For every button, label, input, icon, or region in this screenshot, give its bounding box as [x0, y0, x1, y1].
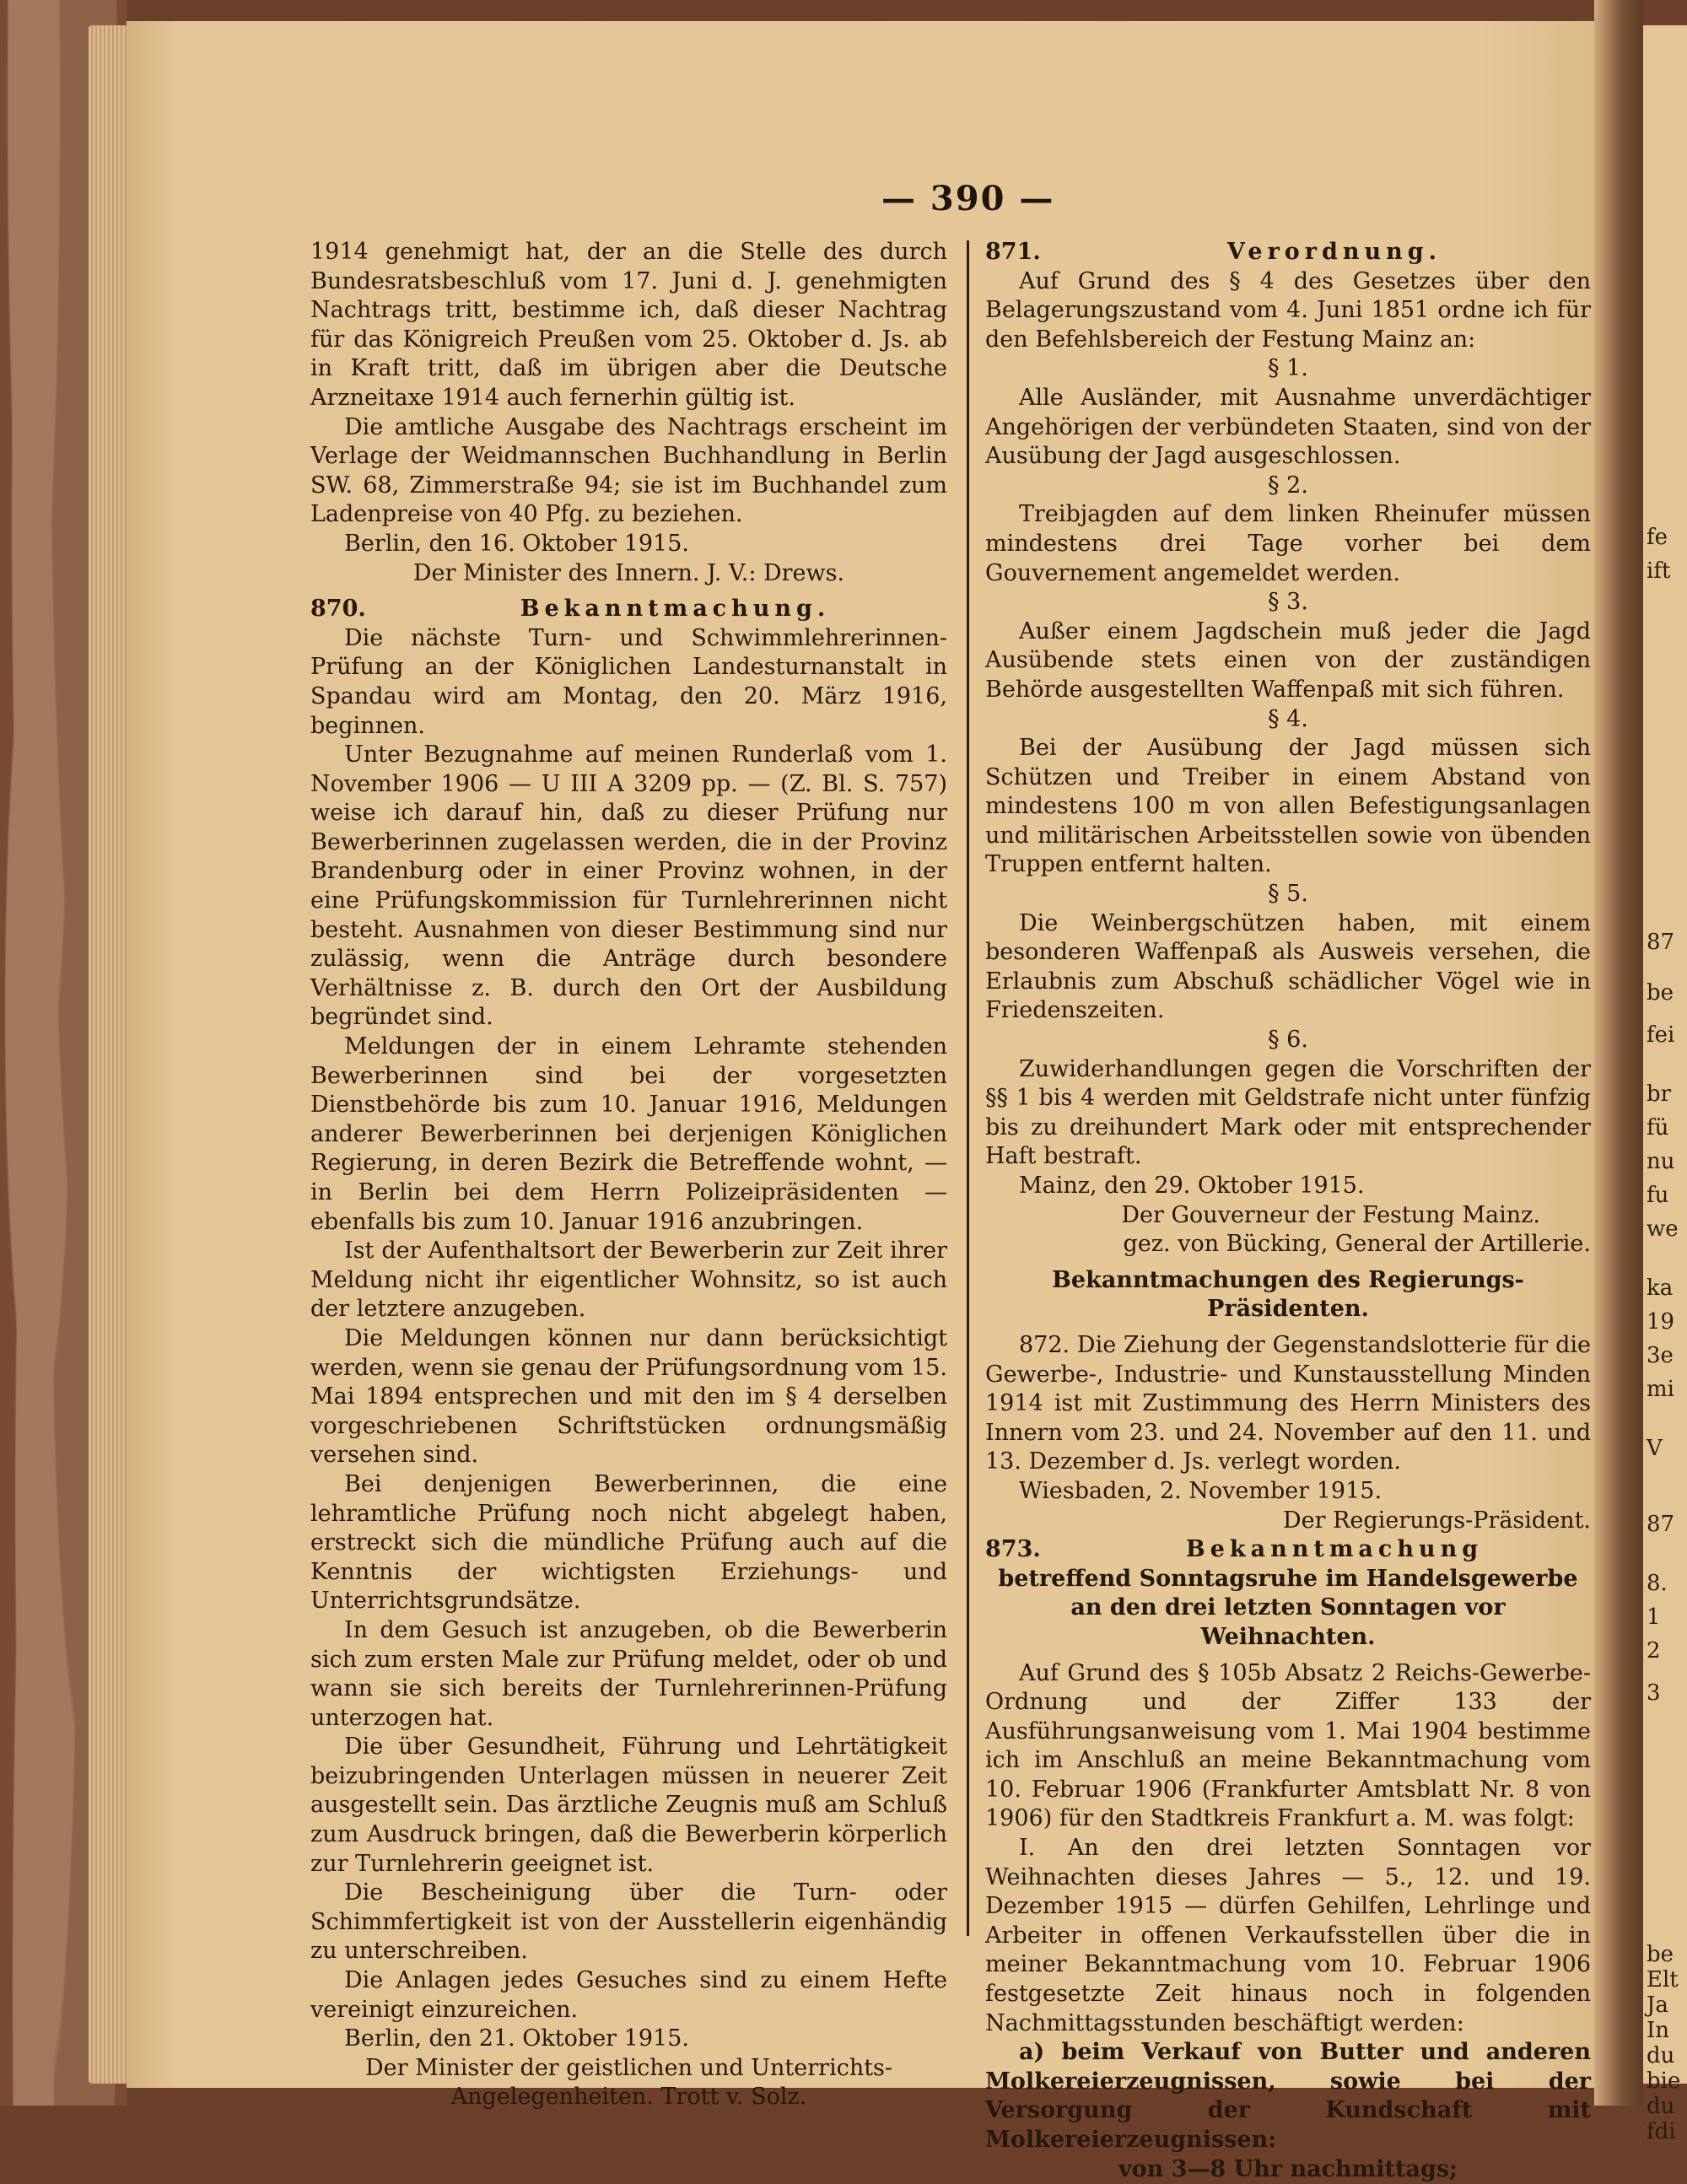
signature-line-1: Der Gouverneur der Festung Mainz. — [1121, 1201, 1540, 1228]
notice-paragraph: Die nächste Turn- und Schwimmlehrerinnen-Prüfung an der Königlichen Landesturnanstalt in Spandau wird am Montag, den 20. März 1916, beginnen. — [310, 624, 947, 739]
next-page-fragment: fe — [1647, 525, 1668, 550]
section-heading: Bekanntmachungen des Regierungs-Präsidenten. — [1052, 1266, 1524, 1323]
next-page-fragment: fdi — [1647, 2119, 1676, 2144]
item-a-time: von 3—8 Uhr nachmittags; — [1118, 2155, 1458, 2182]
amtliche-ausgabe-paragraph: Die amtliche Ausgabe des Nachtrags erscheint im Verlage der Weidmannschen Buchhandlung in Berlin SW. 68, Zimmerstraße 94; sie ist im Buchhandel zum Ladenpreise von 40 Pfg. zu beziehen. — [310, 413, 947, 528]
notice-subtitle: betreffend Sonntagsruhe im Handelsgewerbe an den drei letzten Sonntagen vor Weihnachten. — [998, 1565, 1578, 1650]
section-label: § 6. — [1268, 1027, 1308, 1054]
notice-paragraph: Die über Gesundheit, Führung und Lehrtätigkeit beizubringenden Unterlagen müssen in neuerer Zeit ausgestellt sein. Das ärztliche Zeugnis muß am Schluß zum Ausdruck bringen, daß die Bewerberin körperlich zur Turnlehrerin geeignet ist. — [310, 1734, 947, 1877]
notice-intro: Auf Grund des § 105b Absatz 2 Reichs-Gewerbe-Ordnung und der Ziffer 133 der Ausführungsanweisung vom 1. Mai 1904 bestimme ich im Anschluß an meine Bekanntmachung vom 10. Februar 1906 (Frankfurter Amtsblatt Nr. 8 von 1906) für den Stadtkreis Frankfurt a. M. was folgt: — [985, 1659, 1591, 1832]
section-text: Zuwiderhandlungen gegen die Vorschriften der §§ 1 bis 4 werden mit Geldstrafe nicht unter fünfzig bis zu dreihundert Mark oder mit entsprechender Haft bestraft. — [985, 1055, 1591, 1170]
next-page-fragment: ift — [1647, 558, 1671, 584]
book-gutter — [1594, 0, 1643, 2106]
notice-paragraph: Unter Bezugnahme auf meinen Runderlaß vom 1. November 1906 — U III A 3209 pp. — (Z. Bl. S. 757) weise ich darauf hin, daß zu dieser Prüfung nur Bewerberinnen zugelassen werden, die in der Provinz Brandenburg oder in einer Provinz wohnen, in der eine Prüfungskommission für Turnlehrerinnen nicht besteht. Ausnahmen von dieser Bestimmung sind nur zulässig, wenn die Anträge durch besondere Verhältnisse z. B. durch den Ort der Ausbildung begründet sind. — [310, 741, 947, 1031]
next-page-fragment: Elt — [1647, 1967, 1679, 1993]
next-page-fragment: 87 — [1647, 1512, 1675, 1537]
notice-title: Bekanntmachung. — [520, 596, 831, 623]
signature-line-2: gez. von Bücking, General der Artillerie. — [1123, 1231, 1591, 1258]
date-line: Mainz, den 29. Oktober 1915. — [1019, 1173, 1365, 1199]
section-text: Die Weinbergschützen haben, mit einem besonderen Waffenpaß als Ausweis versehen, die Erlaubnis zum Abschuß schädlicher Vögel wie in Friedenszeiten. — [985, 909, 1591, 1024]
notice-intro: Auf Grund des § 4 des Gesetzes über den Belagerungszustand vom 4. Juni 1851 ordne ich für den Befehlsbereich der Festung Mainz an: — [985, 267, 1591, 353]
signature-line-1: Der Minister der geistlichen und Unterrichts- — [364, 2054, 893, 2081]
next-page-fragment: In — [1647, 2018, 1670, 2043]
section-text: Alle Ausländer, mit Ausnahme unverdächtiger Angehörigen der verbündeten Staaten, sind von der Ausübung der Jagd ausgeschlossen. — [985, 384, 1591, 470]
notice-873-heading — [985, 1535, 1591, 1565]
item-I: I. An den drei letzten Sonntagen vor Weihnachten dieses Jahres — 5., 12. und 19. Dezember 1915 — dürfen Gehilfen, Lehrlinge und Arbeiter in offenen Verkaufsstellen über die in meiner Bekanntmachung vom 10. Februar 1906 festgesetzte Zeit hinaus noch in folgenden Nachmittagsstunden beschäftigt werden: — [985, 1835, 1591, 2036]
next-page-fragment: Ja — [1647, 1993, 1668, 2018]
next-page-fragment: 3 — [1647, 1680, 1661, 1706]
signature: Der Regierungs-Präsident. — [1282, 1507, 1591, 1534]
notice-paragraph: Bei denjenigen Bewerberinnen, die eine lehramtliche Prüfung noch nicht abgelegt haben, erstreckt sich die mündliche Prüfung auch auf die Kenntnis der wichtigsten Erziehungs- und Unterrichtsgrundsätze. — [310, 1470, 947, 1615]
page-edges — [89, 25, 127, 2084]
next-page-fragment: 8. — [1647, 1571, 1668, 1596]
next-page-fragment: du — [1647, 2094, 1675, 2119]
notice-paragraph: Die Meldungen können nur dann berücksichtigt werden, wenn sie genau der Prüfungsordnung vom 15. Mai 1894 entsprechen und mit den im § 4 derselben vorgeschriebenen Schriftstücken ordnungsmäßig versehen sind. — [310, 1324, 947, 1469]
next-page-fragment: 3e — [1647, 1343, 1674, 1368]
signature-line-2: Angelegenheiten. Trott v. Solz. — [450, 2084, 807, 2111]
notice-title: Verordnung. — [1226, 239, 1442, 265]
next-page-fragment: br — [1647, 1081, 1672, 1107]
notice-872-text: 872. Die Ziehung der Gegenstandslotterie für die Gewerbe-, Industrie- und Kunstausstellung Minden 1914 ist mit Zustimmung des Herrn Ministers des Innern vom 23. und 24. November auf den 11. und 13. Dezember d. Js. verlegt worden. — [985, 1331, 1591, 1475]
next-page-fragment: fü — [1647, 1115, 1669, 1141]
section-label: § 5. — [1268, 881, 1308, 908]
date-line: Berlin, den 16. Oktober 1915. — [344, 530, 689, 557]
next-page-fragment: ka — [1647, 1275, 1674, 1301]
notice-number: 871. — [985, 239, 1041, 265]
section-label: § 4. — [1268, 705, 1308, 732]
notice-paragraph: Meldungen der in einem Lehramte stehenden Bewerberinnen sind bei der vorgesetzten Dienstbehörde bis zum 10. Januar 1916, Meldungen anderer Bewerberinnen bei derjenigen Königlichen Regierung, in deren Bezirk die Betreffende wohnt, — in Berlin bei dem Herrn Polizeipräsidenten — ebenfalls bis zum 10. Januar 1916 anzubringen. — [310, 1033, 947, 1235]
column-divider — [967, 240, 969, 1936]
notice-number: 870. — [310, 596, 366, 623]
section-label: § 1. — [1268, 355, 1308, 382]
next-page-fragment: 1 — [1647, 1604, 1661, 1630]
page-number: — 390 — — [881, 179, 1055, 218]
next-page-fragment: be — [1647, 980, 1674, 1006]
next-page-fragment: 2 — [1647, 1638, 1661, 1664]
next-page-fragment: du — [1647, 2043, 1675, 2068]
next-page-fragment: nu — [1647, 1149, 1675, 1174]
signature: Der Minister des Innern. J. V.: Drews. — [412, 559, 845, 586]
date-line: Berlin, den 21. Oktober 1915. — [344, 2025, 689, 2052]
notice-number: 873. — [985, 1536, 1041, 1563]
next-page-fragment: be — [1647, 1942, 1674, 1967]
next-page-fragment: 19 — [1647, 1309, 1675, 1335]
next-page-fragment: 87 — [1647, 930, 1675, 955]
section-label: § 3. — [1268, 589, 1308, 616]
next-page-fragment: bie — [1647, 2068, 1681, 2094]
date-line: Wiesbaden, 2. November 1915. — [1019, 1477, 1382, 1504]
section-text: Treibjagden auf dem linken Rheinufer müssen mindestens drei Tage vorher bei dem Gouvernement angemeldet werden. — [985, 501, 1591, 586]
left-column — [310, 238, 947, 2112]
notice-paragraph: In dem Gesuch ist anzugeben, ob die Bewerberin sich zum ersten Male zur Prüfung meldet, oder ob und wann sie sich bereits der Turnlehrerinnen-Prüfung unterzogen hat. — [310, 1616, 947, 1731]
notice-paragraph: Ist der Aufenthaltsort der Bewerberin zur Zeit ihrer Meldung nicht ihr eigentlicher Wohnsitz, so ist auch der letztere anzugeben. — [310, 1238, 947, 1323]
notice-title: Bekanntmachung — [1185, 1536, 1484, 1563]
right-column — [985, 238, 1591, 2184]
notice-paragraph: Die Bescheinigung über die Turn- oder Schimmfertigkeit ist von der Ausstellerin eigenhändig zu unterschreiben. — [310, 1879, 947, 1965]
section-text: Bei der Ausübung der Jagd müssen sich Schützen und Treiber in einem Abstand von mindestens 100 m von allen Befestigungsanlagen und militärischen Arbeitsstellen sowie von übenden Truppen entfernt halten. — [985, 735, 1591, 878]
next-page-fragment: we — [1647, 1216, 1679, 1242]
next-page-fragment: mi — [1647, 1377, 1674, 1402]
next-page-edge — [1643, 25, 1687, 2144]
section-text: Außer einem Jagdschein muß jeder die Jagd Ausübende stets einen von der zuständigen Behörde ausgestellten Waffenpaß mit sich führen. — [985, 617, 1591, 703]
notice-paragraph: Die Anlagen jedes Gesuches sind zu einem Hefte vereinigt einzureichen. — [310, 1967, 947, 2023]
next-page-fragment: fu — [1647, 1183, 1669, 1208]
notice-871-heading — [985, 238, 1591, 267]
next-page-fragment: V — [1647, 1436, 1663, 1461]
continuation-paragraph: 1914 genehmigt hat, der an die Stelle des durch Bundesratsbeschluß vom 17. Juni d. J. genehmigten Nachtrags tritt, bestimme ich, daß dieser Nachtrag für das Königreich Preußen vom 25. Oktober d. Js. ab in Kraft tritt, daß im übrigen aber die Deutsche Arzneitaxe 1914 auch fernerhin gültig ist. — [310, 239, 947, 411]
section-label: § 2. — [1268, 472, 1308, 499]
next-page-fragment: fei — [1647, 1022, 1675, 1048]
item-a: a) beim Verkauf von Butter und anderen Molkereierzeugnissen, sowie bei der Versorgung der Kundschaft mit Molkereierzeugnissen: — [985, 2039, 1591, 2153]
notice-870-heading — [310, 595, 947, 624]
